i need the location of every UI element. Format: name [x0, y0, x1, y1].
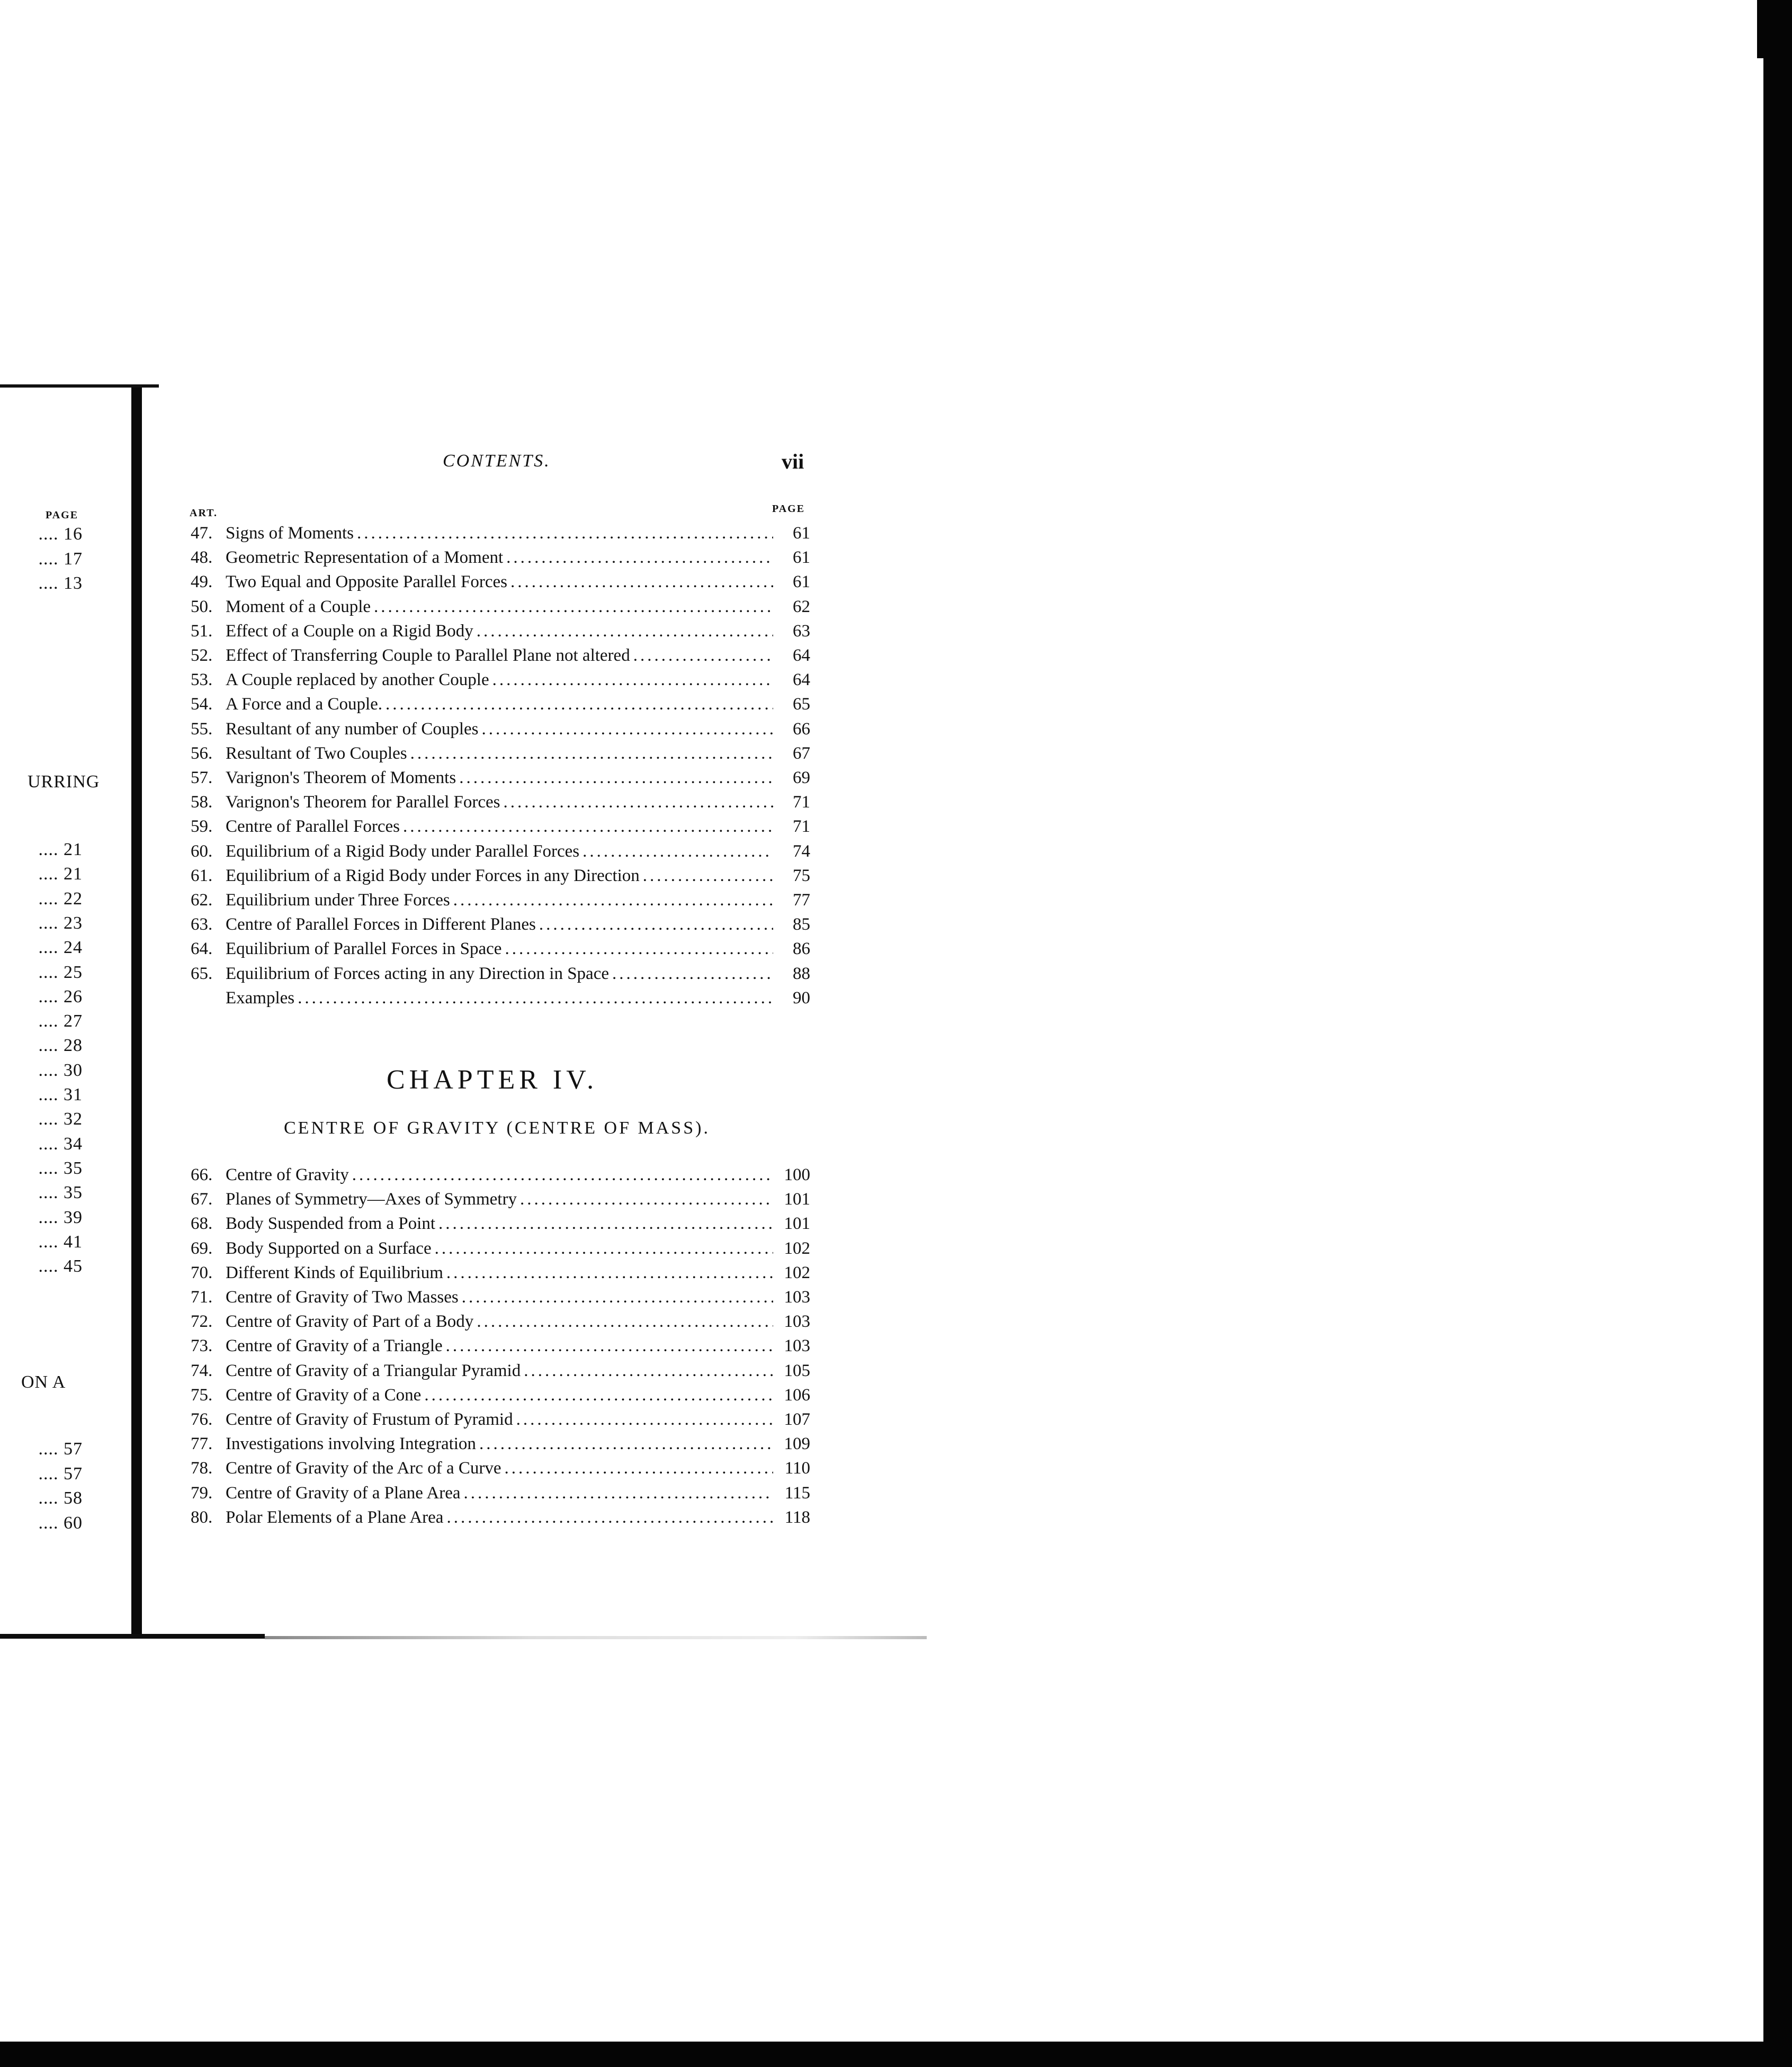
entry-number: 59. [191, 817, 213, 837]
entry-page: 88 [793, 964, 810, 983]
entry-page: 102 [784, 1263, 810, 1282]
entry-number: 57. [191, 768, 213, 787]
entry-page: 103 [784, 1288, 810, 1307]
entry-number: 80. [191, 1507, 213, 1527]
leader-dots [612, 961, 773, 986]
page-label: PAGE [772, 503, 805, 515]
entry-page: 105 [784, 1361, 810, 1380]
toc-entry [191, 643, 810, 668]
entry-page: 64 [793, 646, 810, 665]
toc-entry [191, 1285, 810, 1309]
leader-dots [438, 1211, 773, 1236]
toc-entry [191, 937, 810, 961]
entry-number: 56. [191, 743, 213, 763]
entry-number: 49. [191, 572, 213, 592]
entry-number: 47. [191, 524, 213, 543]
entry-page: 118 [784, 1507, 810, 1527]
entry-number: 52. [191, 646, 213, 665]
toc-entry [191, 595, 810, 619]
toc-entry [191, 961, 810, 986]
entry-number [191, 986, 226, 1010]
prev-page-number: .... 39 [38, 1207, 83, 1227]
leader-dots [446, 1505, 773, 1530]
toc-entry [191, 570, 810, 594]
entry-title: Centre of Gravity of Frustum of Pyramid [226, 1410, 513, 1429]
entry-page: 75 [793, 866, 810, 885]
entry-page: 103 [784, 1336, 810, 1356]
toc-entry [191, 692, 810, 716]
entry-title: Resultant of Two Couples [226, 743, 407, 763]
entry-page: 101 [784, 1214, 810, 1234]
entry-title: Centre of Gravity of a Triangle [226, 1336, 443, 1356]
scan-edge-bottom [0, 2042, 1792, 2067]
toc-entry [191, 1481, 810, 1505]
prev-page-number: .... 23 [38, 913, 83, 933]
toc-entry [191, 790, 810, 814]
prev-page-number: .... 32 [38, 1109, 83, 1129]
prev-page-number: .... 30 [38, 1060, 83, 1080]
entry-page: 90 [793, 988, 810, 1008]
leader-dots [479, 1432, 773, 1456]
entry-number: 67. [191, 1190, 213, 1209]
toc-entry [191, 741, 810, 766]
leader-dots [510, 570, 773, 594]
entry-number: 69. [191, 1238, 213, 1258]
leader-dots [643, 864, 773, 888]
entry-number: 62. [191, 891, 213, 910]
entry-number: 55. [191, 719, 213, 739]
leader-dots [505, 1456, 774, 1480]
entry-title: Signs of Moments [226, 524, 354, 543]
entry-page: 69 [793, 768, 810, 787]
entry-number: 68. [191, 1214, 213, 1234]
leader-dots [477, 619, 773, 643]
toc-entry [191, 1309, 810, 1334]
page-shadow [265, 1636, 927, 1639]
entry-page: 85 [793, 915, 810, 934]
entry-number: 65. [191, 964, 213, 983]
prev-page-number: .... 25 [38, 962, 83, 982]
leader-dots [410, 741, 773, 766]
prev-heading-fragment: ON A [21, 1372, 66, 1392]
running-head: CONTENTS. [443, 451, 551, 471]
entry-title: Investigations involving Integration [226, 1434, 476, 1454]
entry-number: 58. [191, 793, 213, 812]
entry-number: 51. [191, 621, 213, 641]
leader-dots [298, 986, 773, 1010]
prev-page-number: .... 16 [38, 524, 83, 544]
entry-page: 74 [793, 841, 810, 861]
chapter-subtitle: CENTRE OF GRAVITY (CENTRE OF MASS). [284, 1118, 710, 1138]
toc-entry [191, 1432, 810, 1456]
toc-entry [191, 1334, 810, 1358]
entry-page: 71 [793, 793, 810, 812]
prev-heading-fragment: URRING [28, 772, 100, 792]
leader-dots [633, 643, 773, 668]
toc-entry [191, 1456, 810, 1480]
entry-title: Centre of Gravity of a Triangular Pyramid [226, 1361, 521, 1380]
entry-number: 50. [191, 597, 213, 616]
entry-title: Equilibrium of Forces acting in any Direction in Space [226, 964, 609, 983]
book-spine [131, 388, 142, 1638]
entry-title: Centre of Gravity of Part of a Body [226, 1312, 474, 1332]
toc-entry [191, 766, 810, 790]
prev-page-number: .... 45 [38, 1256, 83, 1277]
entry-number: 48. [191, 548, 213, 568]
entry-number: 54. [191, 695, 213, 714]
entry-number: 79. [191, 1483, 213, 1503]
leader-dots [520, 1187, 773, 1211]
toc-entry [191, 986, 810, 1010]
toc-entry [191, 1359, 810, 1383]
scan-edge-right [1763, 0, 1792, 2067]
entry-title: Effect of Transferring Couple to Parallel Plane not altered [226, 646, 630, 665]
entry-number: 64. [191, 939, 213, 959]
entry-title: Centre of Gravity of a Cone [226, 1385, 422, 1405]
prev-page-number: .... 60 [38, 1513, 83, 1533]
entry-number: 76. [191, 1410, 213, 1429]
leader-dots [435, 1236, 773, 1261]
entry-title: Moment of a Couple [226, 597, 371, 616]
leader-dots [506, 545, 773, 570]
toc-entry [191, 1211, 810, 1236]
prev-page-number: .... 28 [38, 1036, 83, 1056]
entry-page: 65 [793, 695, 810, 714]
entry-number: 60. [191, 841, 213, 861]
toc-entry [191, 1163, 810, 1187]
entry-title: Planes of Symmetry—Axes of Symmetry [226, 1190, 517, 1209]
entry-title: Centre of Gravity of Two Masses [226, 1288, 459, 1307]
leader-dots [524, 1359, 773, 1383]
entry-page: 100 [784, 1165, 810, 1184]
entry-page: 62 [793, 597, 810, 616]
entry-page: 107 [784, 1410, 810, 1429]
entry-page: 61 [793, 548, 810, 568]
entry-page: 86 [793, 939, 810, 959]
prev-page-number: .... 21 [38, 840, 83, 859]
entry-page: 103 [784, 1312, 810, 1332]
toc-entry [191, 888, 810, 912]
prev-page-number: .... 35 [38, 1158, 83, 1178]
entry-page: 64 [793, 670, 810, 690]
chapter-title: CHAPTER IV. [387, 1065, 598, 1095]
toc-entry [191, 1383, 810, 1407]
leader-dots [357, 521, 773, 545]
entry-title: Two Equal and Opposite Parallel Forces [226, 572, 507, 592]
leader-dots [453, 888, 773, 912]
entry-page: 66 [793, 719, 810, 739]
toc-entry [191, 1261, 810, 1285]
prev-page-number: .... 13 [38, 573, 83, 593]
leader-dots [492, 668, 773, 692]
entry-number: 63. [191, 915, 213, 934]
leader-dots [446, 1261, 773, 1285]
entry-title: Equilibrium of Parallel Forces in Space [226, 939, 502, 959]
entry-page: 71 [793, 817, 810, 837]
entry-title: Equilibrium under Three Forces [226, 891, 450, 910]
entry-page: 77 [793, 891, 810, 910]
entry-page: 61 [793, 524, 810, 543]
prev-page-number: .... 24 [38, 938, 83, 958]
entry-page: 101 [784, 1190, 810, 1209]
entry-number: 70. [191, 1263, 213, 1282]
prev-page-number: .... 57 [38, 1463, 83, 1484]
entry-number: 53. [191, 670, 213, 690]
prev-page-number: .... 21 [38, 864, 83, 884]
prev-page-number: .... 41 [38, 1232, 83, 1252]
prev-page-number: .... 27 [38, 1011, 83, 1031]
toc-entry [191, 1505, 810, 1530]
entry-title: Varignon's Theorem of Moments [226, 768, 456, 787]
page-number: vii [782, 450, 804, 473]
prev-page-number: .... 17 [38, 549, 83, 569]
prev-page-number: .... 22 [38, 888, 83, 909]
toc-entry [191, 814, 810, 839]
prev-page-number: .... 58 [38, 1488, 83, 1508]
entry-title: Body Suspended from a Point [226, 1214, 435, 1234]
entry-title: A Force and a Couple. [226, 695, 383, 714]
prev-page-number: .... 26 [38, 986, 83, 1006]
prev-page-number: .... 35 [38, 1183, 83, 1203]
entry-number: 77. [191, 1434, 213, 1454]
leader-dots [446, 1334, 773, 1358]
entry-title: Varignon's Theorem for Parallel Forces [226, 793, 500, 812]
leader-dots [462, 1285, 773, 1309]
entry-title: Centre of Gravity of the Arc of a Curve [226, 1459, 501, 1478]
entry-title: Geometric Representation of a Moment [226, 548, 504, 568]
entry-page: 102 [784, 1238, 810, 1258]
leader-dots [459, 766, 773, 790]
entry-number: 74. [191, 1361, 213, 1380]
entry-number: 71. [191, 1288, 213, 1307]
entry-title: Equilibrium of a Rigid Body under Forces in any Direction [226, 866, 640, 885]
leader-dots [505, 937, 773, 961]
toc-entry [191, 1236, 810, 1261]
entry-page: 109 [784, 1434, 810, 1454]
entry-page: 115 [784, 1483, 810, 1503]
toc-entry [191, 839, 810, 864]
entry-title: Effect of a Couple on a Rigid Body [226, 621, 473, 641]
toc-entry [191, 619, 810, 643]
leader-dots [403, 814, 773, 839]
entry-page: 63 [793, 621, 810, 641]
entry-title: Body Supported on a Surface [226, 1238, 432, 1258]
toc-entry [191, 668, 810, 692]
entry-title: Centre of Gravity of a Plane Area [226, 1483, 461, 1503]
toc-entry [191, 545, 810, 570]
toc-entry [191, 1407, 810, 1432]
leader-dots [583, 839, 773, 864]
leader-dots [352, 1163, 773, 1187]
entry-title: Resultant of any number of Couples [226, 719, 479, 739]
entry-page: 67 [793, 743, 810, 763]
entry-title: Polar Elements of a Plane Area [226, 1507, 444, 1527]
entry-page: 61 [793, 572, 810, 592]
entry-title: Centre of Parallel Forces [226, 817, 400, 837]
entry-number: 73. [191, 1336, 213, 1356]
art-label: ART. [190, 507, 218, 519]
entry-title: A Couple replaced by another Couple [226, 670, 489, 690]
entry-title: Centre of Gravity [226, 1165, 349, 1184]
leader-dots [477, 1309, 773, 1334]
leader-dots [482, 717, 773, 741]
entry-number: 66. [191, 1165, 213, 1184]
entry-page: 110 [784, 1459, 810, 1478]
toc-entry [191, 912, 810, 937]
entry-number: 78. [191, 1459, 213, 1478]
leader-dots [386, 692, 773, 716]
entry-title: Different Kinds of Equilibrium [226, 1263, 443, 1282]
entry-number: 72. [191, 1312, 213, 1332]
entry-title: Equilibrium of a Rigid Body under Parallel Forces [226, 841, 580, 861]
entry-number: 75. [191, 1385, 213, 1405]
leader-dots [539, 912, 773, 937]
entry-title: Centre of Parallel Forces in Different Planes [226, 915, 536, 934]
toc-entry [191, 1187, 810, 1211]
prev-page-number: .... 57 [38, 1439, 83, 1459]
leader-dots [516, 1407, 773, 1432]
prev-page-number: .... 31 [38, 1085, 83, 1104]
leader-dots [464, 1481, 773, 1505]
toc-entry [191, 864, 810, 888]
prev-page-label: PAGE [46, 509, 79, 521]
entry-title: Examples [226, 988, 295, 1008]
entry-number: 61. [191, 866, 213, 885]
prev-page-bottom-edge [0, 1634, 265, 1639]
leader-dots [424, 1383, 773, 1407]
leader-dots [504, 790, 773, 814]
toc-entry [191, 521, 810, 545]
entry-page: 106 [784, 1385, 810, 1405]
leader-dots [374, 595, 773, 619]
scan-edge-right-top [1757, 0, 1792, 58]
prev-page-number: .... 34 [38, 1134, 83, 1154]
toc-entry [191, 717, 810, 741]
